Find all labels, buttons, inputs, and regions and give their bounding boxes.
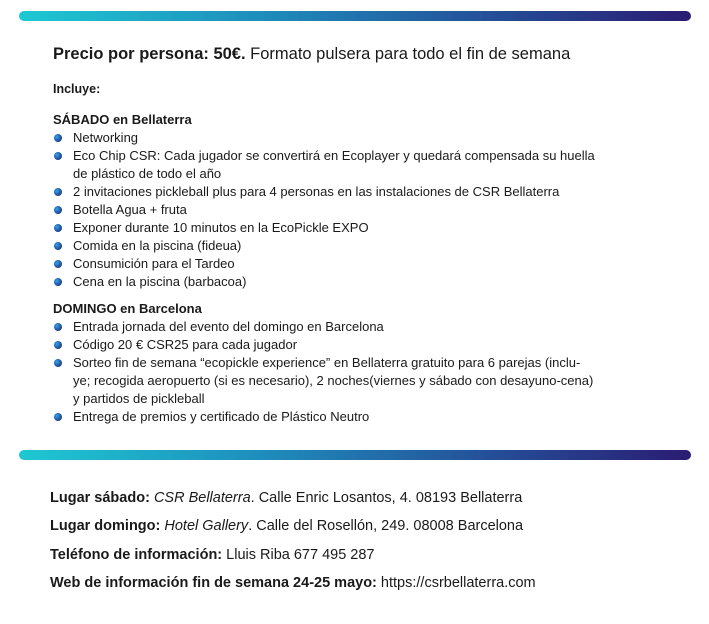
list-item: Networking [53, 129, 673, 147]
sunday-list [53, 318, 673, 426]
bullet-icon [54, 260, 62, 268]
saturday-location-label: Lugar sábado: [50, 490, 150, 506]
phone-value: Lluis Riba 677 495 287 [222, 547, 375, 563]
list-item: Sorteo fin de semana “ecopickle experience” en Bellaterra gratuito para 6 parejas (inclu- ye; recogida aeropuerto (si es necesario), 2 noches(viernes y sábado con desayuno-cena) y partidos de pickleball [53, 354, 673, 408]
saturday-venue: CSR Bellaterra [153, 490, 251, 506]
bullet-icon [54, 206, 62, 214]
saturday-title: SÁBADO en Bellaterra [53, 112, 192, 127]
phone-label: Teléfono de información: [50, 547, 223, 563]
sunday-address: . Calle del Rosellón, 249. 08008 Barcelona [248, 518, 524, 534]
list-item: Cena en la piscina (barbacoa) [53, 273, 673, 291]
saturday-address: . Calle Enric Losantos, 4. 08193 Bellaterra [250, 490, 523, 506]
includes-heading: Incluye: [53, 82, 101, 96]
saturday-location [50, 490, 522, 506]
phone-info [50, 547, 375, 563]
list-item: Exponer durante 10 minutos en la EcoPickle EXPO [53, 219, 673, 237]
sunday-venue: Hotel Gallery [164, 518, 249, 534]
list-item: Botella Agua + fruta [53, 201, 673, 219]
list-item: Código 20 € CSR25 para cada jugador [53, 336, 673, 354]
list-item: 2 invitaciones pickleball plus para 4 personas en las instalaciones de CSR Bellaterra [53, 183, 673, 201]
list-item: Entrega de premios y certificado de Plástico Neutro [53, 408, 673, 426]
bullet-icon [54, 323, 62, 331]
sunday-title: DOMINGO en Barcelona [53, 301, 202, 316]
list-item: Entrada jornada del evento del domingo en Barcelona [53, 318, 673, 336]
price-line [53, 45, 570, 64]
list-item: Consumición para el Tardeo [53, 255, 673, 273]
bullet-icon [54, 134, 62, 142]
bullet-icon [54, 278, 62, 286]
web-link[interactable]: https://csrbellaterra.com [376, 575, 536, 591]
bullet-icon [54, 413, 62, 421]
list-item: Eco Chip CSR: Cada jugador se convertirá en Ecoplayer y quedará compensada su huella de plástico de todo el año [53, 147, 673, 183]
price-label: Precio por persona: 50€. [53, 45, 246, 63]
sunday-location [50, 518, 523, 534]
bullet-icon [54, 188, 62, 196]
price-description: Formato pulsera para todo el fin de semana [245, 45, 571, 63]
web-label: Web de información fin de semana 24-25 mayo: [50, 575, 377, 591]
bullet-icon [54, 359, 62, 367]
bullet-icon [54, 152, 62, 160]
bullet-icon [54, 224, 62, 232]
web-info [50, 575, 536, 591]
bullet-icon [54, 242, 62, 250]
bullet-icon [54, 341, 62, 349]
middle-gradient-divider [19, 450, 691, 460]
sunday-location-label: Lugar domingo: [50, 518, 161, 534]
list-item: Comida en la piscina (fideua) [53, 237, 673, 255]
top-gradient-divider [19, 11, 691, 21]
saturday-list [53, 129, 673, 291]
